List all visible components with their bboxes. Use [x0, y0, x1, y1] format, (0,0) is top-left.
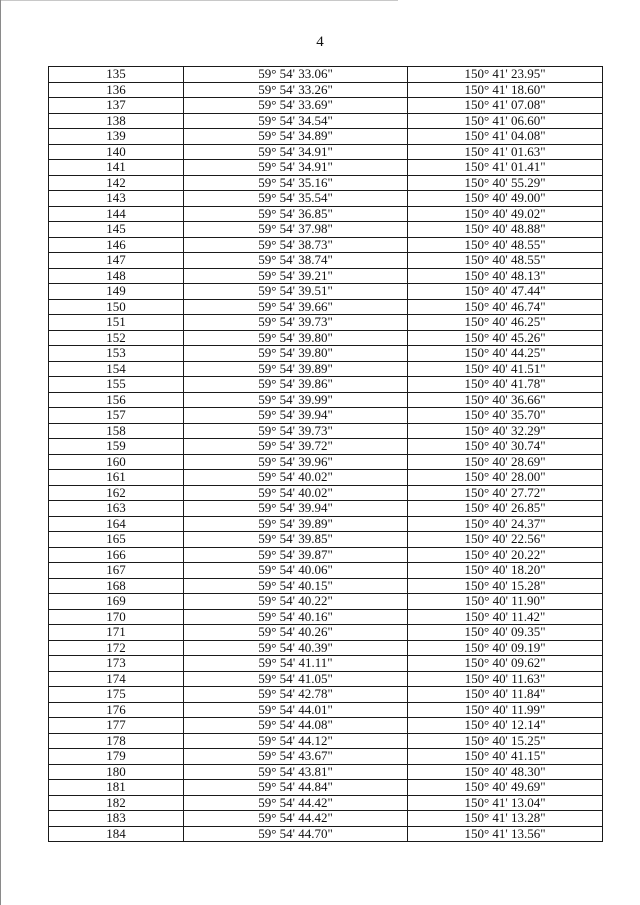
point-number-cell: 151 — [49, 315, 184, 331]
table-row — [49, 671, 603, 687]
longitude-cell: 150° 40' 09.62" — [408, 656, 603, 672]
latitude-cell: 59° 54' 40.26" — [184, 625, 408, 641]
longitude-cell: 150° 41' 13.56" — [408, 826, 603, 842]
point-number-cell: 182 — [49, 795, 184, 811]
coordinates-table-body — [49, 67, 603, 842]
longitude-cell: 150° 41' 06.60" — [408, 113, 603, 129]
latitude-cell: 59° 54' 44.42" — [184, 795, 408, 811]
longitude-cell: 150° 40' 30.74" — [408, 439, 603, 455]
longitude-cell: 150° 40' 15.25" — [408, 733, 603, 749]
table-row — [49, 594, 603, 610]
longitude-cell: 150° 40' 41.78" — [408, 377, 603, 393]
table-row — [49, 206, 603, 222]
table-row — [49, 702, 603, 718]
latitude-cell: 59° 54' 44.42" — [184, 811, 408, 827]
table-row — [49, 439, 603, 455]
point-number-cell: 184 — [49, 826, 184, 842]
longitude-cell: 150° 40' 48.55" — [408, 253, 603, 269]
point-number-cell: 160 — [49, 454, 184, 470]
longitude-cell: 150° 40' 28.69" — [408, 454, 603, 470]
longitude-cell: 150° 40' 41.51" — [408, 361, 603, 377]
table-row — [49, 454, 603, 470]
point-number-cell: 175 — [49, 687, 184, 703]
point-number-cell: 152 — [49, 330, 184, 346]
longitude-cell: 150° 40' 28.00" — [408, 470, 603, 486]
latitude-cell: 59° 54' 40.02" — [184, 470, 408, 486]
point-number-cell: 155 — [49, 377, 184, 393]
longitude-cell: 150° 40' 45.26" — [408, 330, 603, 346]
point-number-cell: 158 — [49, 423, 184, 439]
latitude-cell: 59° 54' 39.89" — [184, 361, 408, 377]
longitude-cell: 150° 40' 46.25" — [408, 315, 603, 331]
latitude-cell: 59° 54' 44.12" — [184, 733, 408, 749]
table-row — [49, 237, 603, 253]
longitude-cell: 150° 41' 04.08" — [408, 129, 603, 145]
latitude-cell: 59° 54' 33.06" — [184, 67, 408, 83]
longitude-cell: 150° 40' 44.25" — [408, 346, 603, 362]
point-number-cell: 144 — [49, 206, 184, 222]
latitude-cell: 59° 54' 40.02" — [184, 485, 408, 501]
latitude-cell: 59° 54' 39.66" — [184, 299, 408, 315]
table-row — [49, 733, 603, 749]
point-number-cell: 154 — [49, 361, 184, 377]
latitude-cell: 59° 54' 41.11" — [184, 656, 408, 672]
table-row — [49, 284, 603, 300]
latitude-cell: 59° 54' 36.85" — [184, 206, 408, 222]
table-row — [49, 485, 603, 501]
table-row — [49, 268, 603, 284]
longitude-cell: 150° 40' 55.29" — [408, 175, 603, 191]
point-number-cell: 159 — [49, 439, 184, 455]
longitude-cell: 150° 40' 11.42" — [408, 609, 603, 625]
longitude-cell: 150° 40' 24.37" — [408, 516, 603, 532]
latitude-cell: 59° 54' 39.21" — [184, 268, 408, 284]
longitude-cell: 150° 40' 11.90" — [408, 594, 603, 610]
point-number-cell: 172 — [49, 640, 184, 656]
table-row — [49, 377, 603, 393]
point-number-cell: 141 — [49, 160, 184, 176]
longitude-cell: 150° 40' 18.20" — [408, 563, 603, 579]
table-row — [49, 656, 603, 672]
point-number-cell: 173 — [49, 656, 184, 672]
longitude-cell: 150° 41' 01.63" — [408, 144, 603, 160]
point-number-cell: 153 — [49, 346, 184, 362]
point-number-cell: 136 — [49, 82, 184, 98]
latitude-cell: 59° 54' 43.81" — [184, 764, 408, 780]
page-number: 4 — [316, 34, 324, 50]
table-row — [49, 811, 603, 827]
point-number-cell: 146 — [49, 237, 184, 253]
table-row — [49, 501, 603, 517]
table-row — [49, 253, 603, 269]
latitude-cell: 59° 54' 35.54" — [184, 191, 408, 207]
latitude-cell: 59° 54' 39.87" — [184, 547, 408, 563]
point-number-cell: 139 — [49, 129, 184, 145]
point-number-cell: 178 — [49, 733, 184, 749]
longitude-cell: 150° 40' 22.56" — [408, 532, 603, 548]
table-row — [49, 160, 603, 176]
table-row — [49, 423, 603, 439]
latitude-cell: 59° 54' 39.94" — [184, 408, 408, 424]
point-number-cell: 137 — [49, 98, 184, 114]
point-number-cell: 166 — [49, 547, 184, 563]
longitude-cell: 150° 40' 48.88" — [408, 222, 603, 238]
latitude-cell: 59° 54' 39.96" — [184, 454, 408, 470]
table-row — [49, 640, 603, 656]
point-number-cell: 162 — [49, 485, 184, 501]
longitude-cell: 150° 40' 47.44" — [408, 284, 603, 300]
point-number-cell: 150 — [49, 299, 184, 315]
latitude-cell: 59° 54' 37.98" — [184, 222, 408, 238]
latitude-cell: 59° 54' 39.73" — [184, 423, 408, 439]
longitude-cell: 150° 40' 36.66" — [408, 392, 603, 408]
latitude-cell: 59° 54' 34.54" — [184, 113, 408, 129]
table-row — [49, 516, 603, 532]
table-row — [49, 346, 603, 362]
table-row — [49, 563, 603, 579]
point-number-cell: 156 — [49, 392, 184, 408]
longitude-cell: 150° 41' 07.08" — [408, 98, 603, 114]
latitude-cell: 59° 54' 38.73" — [184, 237, 408, 253]
latitude-cell: 59° 54' 44.01" — [184, 702, 408, 718]
latitude-cell: 59° 54' 35.16" — [184, 175, 408, 191]
longitude-cell: 150° 40' 32.29" — [408, 423, 603, 439]
longitude-cell: 150° 40' 11.99" — [408, 702, 603, 718]
point-number-cell: 163 — [49, 501, 184, 517]
point-number-cell: 147 — [49, 253, 184, 269]
latitude-cell: 59° 54' 40.06" — [184, 563, 408, 579]
point-number-cell: 164 — [49, 516, 184, 532]
point-number-cell: 149 — [49, 284, 184, 300]
point-number-cell: 170 — [49, 609, 184, 625]
latitude-cell: 59° 54' 39.80" — [184, 330, 408, 346]
point-number-cell: 161 — [49, 470, 184, 486]
point-number-cell: 177 — [49, 718, 184, 734]
point-number-cell: 176 — [49, 702, 184, 718]
longitude-cell: 150° 40' 12.14" — [408, 718, 603, 734]
table-row — [49, 113, 603, 129]
longitude-cell: 150° 40' 09.35" — [408, 625, 603, 641]
table-row — [49, 67, 603, 83]
table-row — [49, 764, 603, 780]
longitude-cell: 150° 40' 48.13" — [408, 268, 603, 284]
point-number-cell: 181 — [49, 780, 184, 796]
latitude-cell: 59° 54' 39.51" — [184, 284, 408, 300]
latitude-cell: 59° 54' 39.89" — [184, 516, 408, 532]
longitude-cell: 150° 41' 13.28" — [408, 811, 603, 827]
point-number-cell: 138 — [49, 113, 184, 129]
table-row — [49, 315, 603, 331]
latitude-cell: 59° 54' 39.94" — [184, 501, 408, 517]
latitude-cell: 59° 54' 44.70" — [184, 826, 408, 842]
longitude-cell: 150° 40' 35.70" — [408, 408, 603, 424]
table-row — [49, 191, 603, 207]
table-row — [49, 826, 603, 842]
longitude-cell: 150° 40' 11.84" — [408, 687, 603, 703]
table-row — [49, 144, 603, 160]
longitude-cell: 150° 40' 09.19" — [408, 640, 603, 656]
latitude-cell: 59° 54' 39.73" — [184, 315, 408, 331]
table-row — [49, 222, 603, 238]
latitude-cell: 59° 54' 40.15" — [184, 578, 408, 594]
table-row — [49, 129, 603, 145]
latitude-cell: 59° 54' 38.74" — [184, 253, 408, 269]
scan-left-edge — [0, 0, 1, 905]
point-number-cell: 167 — [49, 563, 184, 579]
table-row — [49, 330, 603, 346]
latitude-cell: 59° 54' 34.91" — [184, 144, 408, 160]
latitude-cell: 59° 54' 40.22" — [184, 594, 408, 610]
table-row — [49, 392, 603, 408]
scan-top-rule — [0, 0, 398, 1]
latitude-cell: 59° 54' 34.91" — [184, 160, 408, 176]
table-row — [49, 361, 603, 377]
table-row — [49, 625, 603, 641]
latitude-cell: 59° 54' 44.08" — [184, 718, 408, 734]
point-number-cell: 174 — [49, 671, 184, 687]
coordinates-table — [48, 66, 603, 842]
latitude-cell: 59° 54' 43.67" — [184, 749, 408, 765]
point-number-cell: 183 — [49, 811, 184, 827]
point-number-cell: 143 — [49, 191, 184, 207]
table-row — [49, 795, 603, 811]
point-number-cell: 148 — [49, 268, 184, 284]
longitude-cell: 150° 40' 15.28" — [408, 578, 603, 594]
table-row — [49, 470, 603, 486]
latitude-cell: 59° 54' 40.16" — [184, 609, 408, 625]
table-row — [49, 98, 603, 114]
latitude-cell: 59° 54' 41.05" — [184, 671, 408, 687]
point-number-cell: 171 — [49, 625, 184, 641]
longitude-cell: 150° 40' 49.02" — [408, 206, 603, 222]
longitude-cell: 150° 40' 48.55" — [408, 237, 603, 253]
longitude-cell: 150° 41' 18.60" — [408, 82, 603, 98]
table-row — [49, 718, 603, 734]
longitude-cell: 150° 41' 01.41" — [408, 160, 603, 176]
latitude-cell: 59° 54' 40.39" — [184, 640, 408, 656]
table-row — [49, 175, 603, 191]
point-number-cell: 157 — [49, 408, 184, 424]
table-row — [49, 547, 603, 563]
longitude-cell: 150° 40' 20.22" — [408, 547, 603, 563]
longitude-cell: 150° 40' 26.85" — [408, 501, 603, 517]
longitude-cell: 150° 40' 49.00" — [408, 191, 603, 207]
longitude-cell: 150° 40' 46.74" — [408, 299, 603, 315]
table-row — [49, 609, 603, 625]
latitude-cell: 59° 54' 33.69" — [184, 98, 408, 114]
latitude-cell: 59° 54' 42.78" — [184, 687, 408, 703]
latitude-cell: 59° 54' 39.72" — [184, 439, 408, 455]
table-row — [49, 82, 603, 98]
table-row — [49, 299, 603, 315]
table-row — [49, 749, 603, 765]
point-number-cell: 180 — [49, 764, 184, 780]
latitude-cell: 59° 54' 39.99" — [184, 392, 408, 408]
longitude-cell: 150° 40' 49.69" — [408, 780, 603, 796]
table-row — [49, 408, 603, 424]
point-number-cell: 168 — [49, 578, 184, 594]
table-row — [49, 780, 603, 796]
table-row — [49, 578, 603, 594]
latitude-cell: 59° 54' 39.86" — [184, 377, 408, 393]
point-number-cell: 169 — [49, 594, 184, 610]
point-number-cell: 165 — [49, 532, 184, 548]
table-row — [49, 532, 603, 548]
longitude-cell: 150° 40' 11.63" — [408, 671, 603, 687]
point-number-cell: 179 — [49, 749, 184, 765]
latitude-cell: 59° 54' 39.80" — [184, 346, 408, 362]
longitude-cell: 150° 40' 27.72" — [408, 485, 603, 501]
point-number-cell: 135 — [49, 67, 184, 83]
latitude-cell: 59° 54' 44.84" — [184, 780, 408, 796]
longitude-cell: 150° 40' 48.30" — [408, 764, 603, 780]
point-number-cell: 145 — [49, 222, 184, 238]
latitude-cell: 59° 54' 39.85" — [184, 532, 408, 548]
latitude-cell: 59° 54' 34.89" — [184, 129, 408, 145]
longitude-cell: 150° 41' 23.95" — [408, 67, 603, 83]
point-number-cell: 142 — [49, 175, 184, 191]
longitude-cell: 150° 41' 13.04" — [408, 795, 603, 811]
longitude-cell: 150° 40' 41.15" — [408, 749, 603, 765]
point-number-cell: 140 — [49, 144, 184, 160]
table-row — [49, 687, 603, 703]
latitude-cell: 59° 54' 33.26" — [184, 82, 408, 98]
